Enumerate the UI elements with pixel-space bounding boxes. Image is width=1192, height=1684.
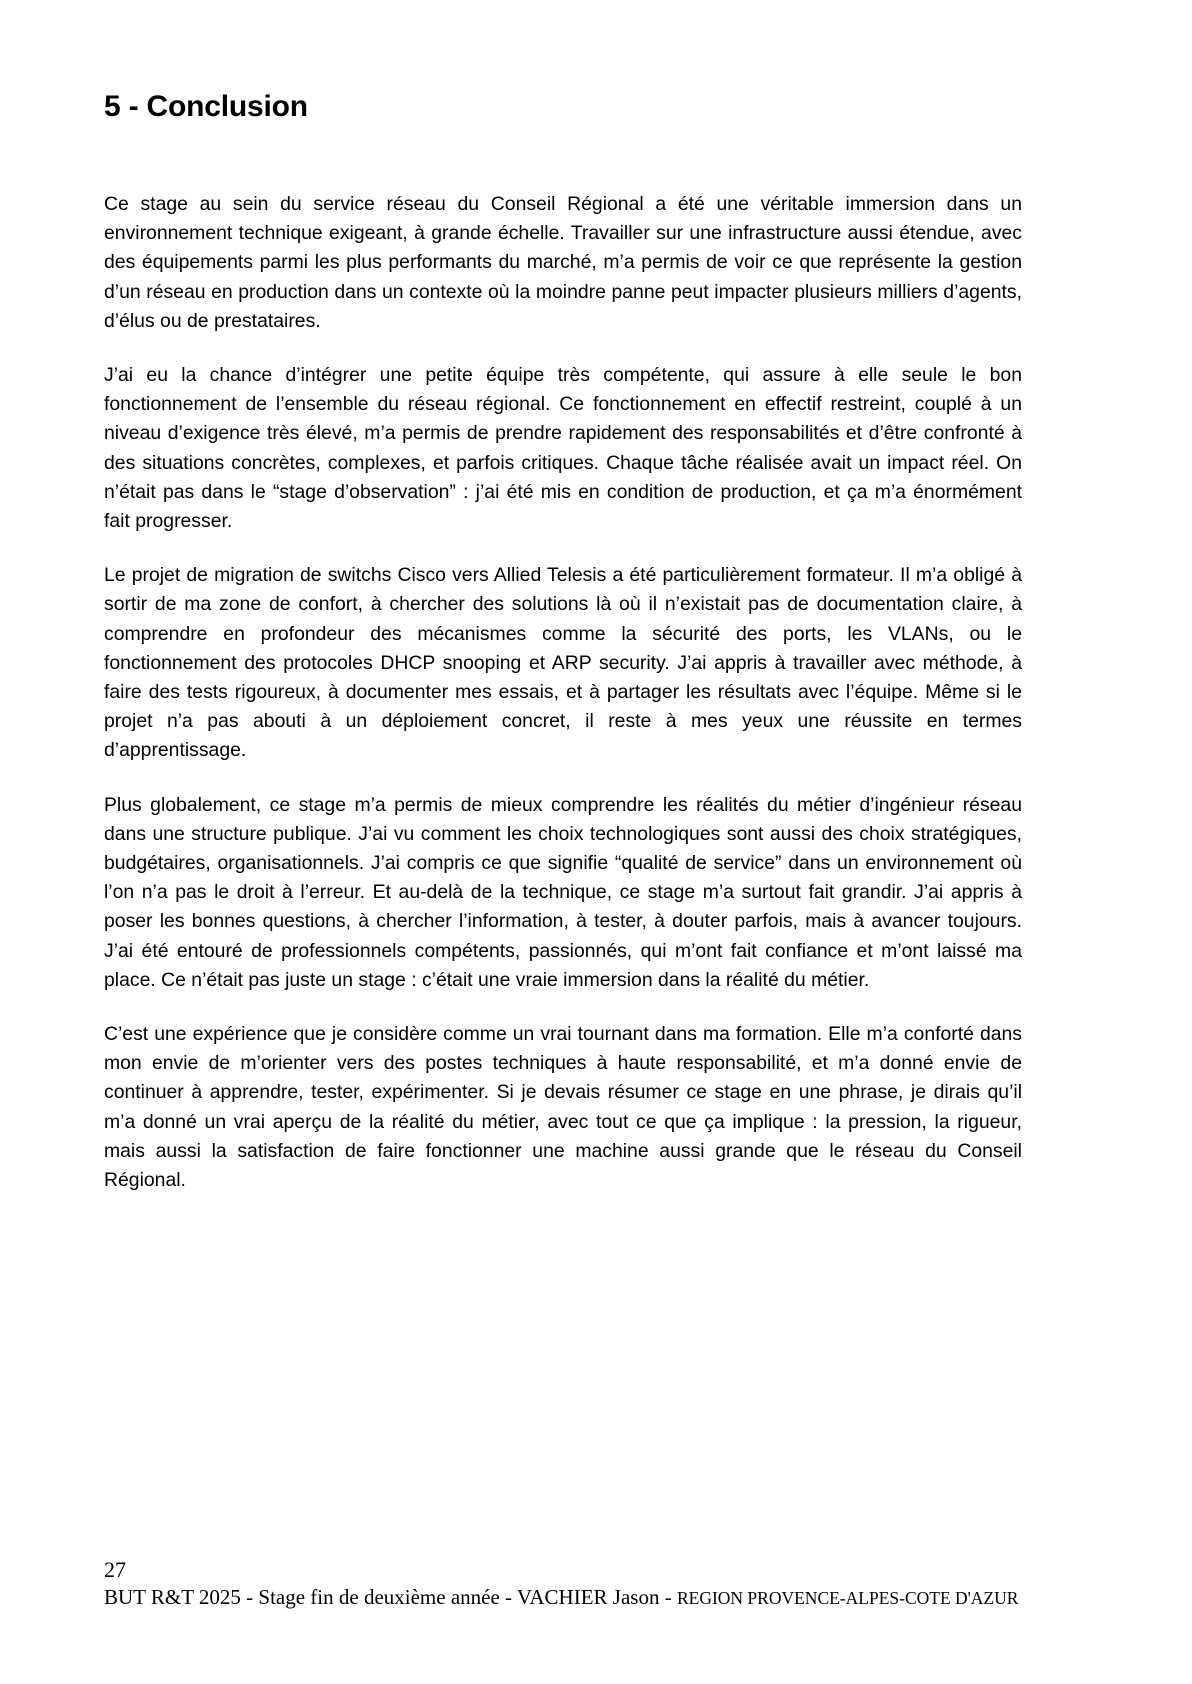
paragraph-spacer [104, 336, 1022, 361]
page-title: 5 - Conclusion [104, 90, 308, 123]
paragraph-5: C’est une expérience que je considère comme un vrai tournant dans ma formation. Elle m’a conforté dans mon envie de m’orienter vers des postes techniques à haute responsabilité, et m’a donné envie de continuer à apprendre, tester, expérimenter. Si je devais résumer ce stage en une phrase, je dirais qu’il m’a donné un vrai aperçu de la réalité du métier, avec tout ce que ça implique : la pression, la rigueur, mais aussi la satisfaction de faire fonctionner une machine aussi grande que le réseau du Conseil Régional. [104, 1023, 1022, 1192]
paragraph-spacer [104, 536, 1022, 561]
footer-caption [104, 1583, 1022, 1612]
page-footer [104, 1557, 1022, 1612]
page-number: 27 [104, 1557, 126, 1582]
paragraph-spacer [104, 995, 1022, 1020]
paragraph-1: Ce stage au sein du service réseau du Conseil Régional a été une véritable immersion dans un environnement technique exigeant, à grande échelle. Travailler sur une infrastructure aussi étendue, avec des équipements parmi les plus performants du marché, m’a permis de voir ce que représente la gestion d’un réseau en production dans un contexte où la moindre panne peut impacter plusieurs milliers d’agents, d’élus ou de prestataires. [104, 193, 1022, 332]
document-body [104, 0, 1022, 1195]
footer-organisation: REGION PROVENCE-ALPES-COTE D'AZUR [676, 1588, 1019, 1608]
footer-main-text: BUT R&T 2025 - Stage fin de deuxième année - VACHIER Jason - [104, 1585, 677, 1609]
paragraph-spacer [104, 766, 1022, 791]
paragraph-2: J’ai eu la chance d’intégrer une petite équipe très compétente, qui assure à elle seule le bon fonctionnement de l’ensemble du réseau régional. Ce fonctionnement en effectif restreint, couplé à un niveau d’exigence très élevé, m’a permis de prendre rapidement des responsabilités et d’être confronté à des situations concrètes, complexes, et parfois critiques. Chaque tâche réalisée avait un impact réel. On n’était pas dans le “stage d’observation” : j’ai été mis en condition de production, et ça m’a énormément fait progresser. [104, 364, 1022, 533]
paragraph-4: Plus globalement, ce stage m’a permis de mieux comprendre les réalités du métier d’ingénieur réseau dans une structure publique. J’ai vu comment les choix technologiques sont aussi des choix stratégiques, budgétaires, organisationnels. J’ai compris ce que signifie “qualité de service” dans un environnement où l’on n’a pas le droit à l’erreur. Et au-delà de la technique, ce stage m’a surtout fait grandir. J’ai appris à poser les bonnes questions, à chercher l’information, à tester, à douter parfois, mais à avancer toujours. J’ai été entouré de professionnels compétents, passionnés, qui m’ont fait confiance et m’ont laissé ma place. Ce n’était pas juste un stage : c’était une vraie immersion dans la réalité du métier. [104, 793, 1022, 991]
paragraph-3: Le projet de migration de switchs Cisco vers Allied Telesis a été particulièrement formateur. Il m’a obligé à sortir de ma zone de confort, à chercher des solutions là où il n’existait pas de documentation claire, à comprendre en profondeur des mécanismes comme la sécurité des ports, les VLANs, ou le fonctionnement des protocoles DHCP snooping et ARP security. J’ai appris à travailler avec méthode, à faire des tests rigoureux, à documenter mes essais, et à partager les résultats avec l’équipe. Même si le projet n’a pas abouti à un déploiement concret, il reste à mes yeux une réussite en termes d’apprentissage. [104, 564, 1022, 762]
